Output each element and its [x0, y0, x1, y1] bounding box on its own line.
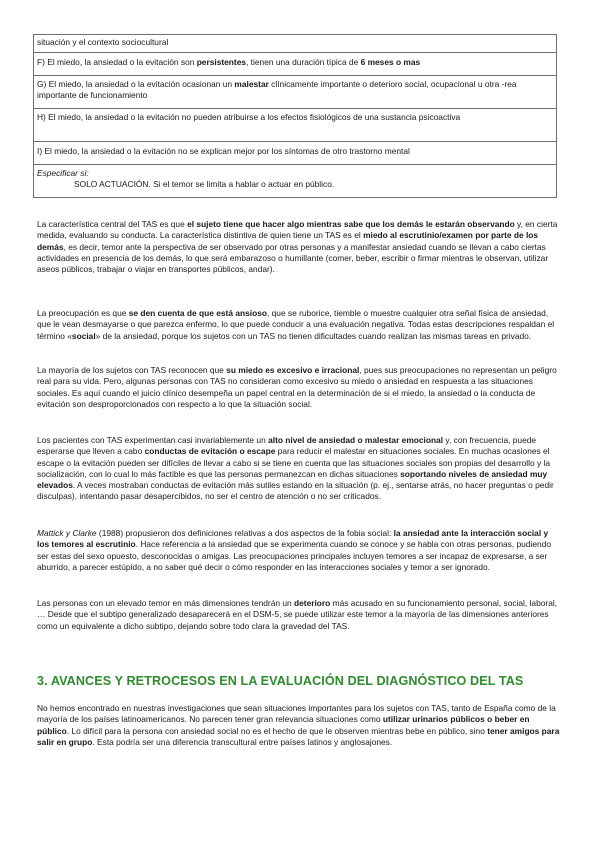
criteria-specify-cell	[34, 165, 557, 198]
text-run: La mayoría de los sujetos con TAS reconocen que	[37, 365, 227, 375]
paragraph-6	[37, 598, 561, 632]
criteria-row-g-text	[34, 76, 557, 109]
text-run: » de la ansiedad, porque los sujetos con un TAS no tienen dificultades cuando realizan las mismas tareas en privado.	[95, 330, 532, 341]
bold-run: tener amigos para salir en grupo	[37, 725, 560, 747]
text-run: Los pacientes con TAS experimentan casi invariablemente un	[37, 435, 269, 445]
bold-run: malestar	[234, 79, 269, 89]
section-heading: 3. AVANCES Y RETROCESOS EN LA EVALUACIÓN DEL DIAGNÓSTICO DEL TAS	[37, 674, 524, 688]
bold-run: utilizar urinarios públicos o beber en público	[37, 714, 530, 736]
text-run: . A veces mostraban conductas de evitación más sutiles estando en la situación (p. ej., sentarse atrás, no hacer preguntas o pedir disculpas), intentando pasar desapercibidos, no ser el centro de atención o no ser criticados.	[37, 480, 554, 502]
criteria-row-h-text: H) El miedo, la ansiedad o la evitación no pueden atribuirse a los efectos fisiológicos de una sustancia psicoactiva	[34, 109, 557, 142]
bold-run: 6 meses o mas	[360, 57, 421, 67]
bold-run: persistentes	[196, 57, 247, 67]
paragraph-2	[37, 308, 561, 342]
bold-run: soportando niveles de ansiedad muy elevados	[37, 468, 548, 490]
text-run: F) El miedo, la ansiedad o la evitación son	[37, 57, 197, 67]
bold-run: miedo al escrutinio/examen por parte de los demás	[37, 230, 539, 252]
criteria-row-i-text: I) El miedo, la ansiedad o la evitación no se explican mejor por los síntomas de otro trastorno mental	[34, 142, 557, 165]
text-run: . Hace referencia a la ansiedad que se experimenta cuando se conoce y se habla con otras personas, pudiendo ser estas del sexo opuesto, desconocidas o amigas. Las preocupaciones principales incluyen temores a ser incapaz de expresarse, a ser aburrido, a parecer estúpido, a no saber qué decir o cómo responder en las interacciones sociales y temor a ser ignorado.	[37, 539, 551, 572]
text-run: No hemos encontrado en nuestras investigaciones que sean situaciones importantes para los sujetos con TAS, tanto de España como de la mayoría de los países latinoamericanos. No parecen tener gran relevancia situaciones como	[37, 703, 556, 725]
bold-run: conductas de evitación o escape	[144, 446, 276, 457]
criteria-row-f-text	[34, 53, 557, 76]
criteria-row-specify	[34, 165, 557, 198]
diagnostic-criteria-table	[33, 34, 557, 198]
bold-run: la ansiedad ante la interacción social y los temores al escrutinio	[37, 528, 549, 550]
text-run: más acusado en su funcionamiento personal, social, laboral, … Desde que el subtipo generalizado desaparecerá en el DSM-5, se puede utilizar este temor a la mayoría de las dimensiones anteriores como un equivalente a dicho subtipo, dejando sobre todo clara la gravedad del TAS.	[37, 598, 558, 631]
text-run: y, en cierta medida, evaluando su conducta. La característica distintiva de quien tiene un TAS es el	[37, 219, 558, 241]
paragraph-4	[37, 435, 561, 503]
paragraph-5	[37, 528, 561, 573]
text-run: para reducir el malestar en situaciones sociales. En muchas ocasiones el escape o la evitación pueden ser difíciles de llevar a cabo si se tiene en cuenta que las situaciones sociales son propias del desarrollo y la socialización, con lo cual lo más factible es que las personas permanezcan en dichas situaciones	[37, 446, 551, 479]
bold-run: social	[71, 330, 96, 341]
text-run: . Esta podría ser una diferencia transcultural entre países latinos y anglosajones.	[92, 736, 393, 747]
specify-text: SOLO ACTUACIÓN. Si el temor se limita a hablar o actuar en público.	[74, 179, 335, 189]
text-run: La característica central del TAS es que	[37, 219, 188, 229]
paragraph-3	[37, 365, 561, 410]
text-run: y, con frecuencia, puede esperarse que lleven a cabo	[37, 435, 537, 457]
bold-run: deterioro	[294, 598, 331, 608]
bold-run: alto nivel de ansiedad o malestar emocional	[268, 435, 444, 445]
italic-run: Mattick y Clarke	[37, 528, 97, 538]
criteria-row-g	[34, 76, 557, 109]
text-run: . Lo difícil para la persona con ansiedad social no es el hecho de que le observen mientras bebe en público, sino	[66, 725, 488, 736]
paragraph-7	[37, 703, 561, 748]
text-run: clínicamente importante o deterioro social, ocupacional u otra -rea importante de funcionamiento	[37, 79, 517, 100]
criteria-row-h	[34, 109, 557, 142]
criteria-row-i	[34, 142, 557, 165]
text-run: , tienen una duración típica de	[246, 57, 361, 67]
criteria-row-c	[34, 35, 557, 53]
bold-run: el sujeto tiene que hacer algo mientras sabe que los demás le estarán observando	[187, 219, 515, 229]
bold-run: su miedo es excesivo e irracional	[226, 365, 360, 375]
text-run: (1988) propusieron dos definiciones relativas a dos aspectos de la fobia social:	[96, 528, 394, 538]
paragraph-1	[37, 219, 561, 275]
text-run: , pues sus preocupaciones no representan un peligro real para su vida. Pero, algunas personas con TAS no consideran como excesivo su miedo o ansiedad en respuesta a las situaciones sociales. Es aquí cuando el juicio clínico desempeña un papel central en la determinación de si el miedo, la ansiedad o la conducta de evitación son desproporcionados con respecto a lo que la situación social.	[37, 365, 557, 409]
specify-label: Especificar si:	[37, 168, 89, 178]
text-run: Las personas con un elevado temor en más dimensiones tendrán un	[37, 598, 294, 608]
text-run: , es decir, temor ante la perspectiva de ser observado por otras personas y a manifestar ansiedad cuando se llevan a cabo ciertas actividades en presencia de los demás, lo que será embarazoso o humillante (comer, beber, escribir o firmar mientras le observan, utilizar aseos públicos, trabajar o viajar en transportes públicos, andar).	[37, 241, 549, 274]
text-run: G) El miedo, la ansiedad o la evitación ocasionan un	[37, 79, 235, 89]
text-run: , que se ruborice, tiemble o muestre cualquier otra señal física de ansiedad, que le vean desmayarse o que parezca enfermo, lo que puede conducir a una evaluación negativa. Todas estas descripciones respaldan el término «	[37, 308, 555, 341]
bold-run: se den cuenta de que está ansioso	[128, 308, 267, 318]
criteria-row-c-text: situación y el contexto sociocultural	[34, 35, 557, 53]
text-run: La preocupación es que	[37, 308, 129, 318]
criteria-row-f	[34, 53, 557, 76]
